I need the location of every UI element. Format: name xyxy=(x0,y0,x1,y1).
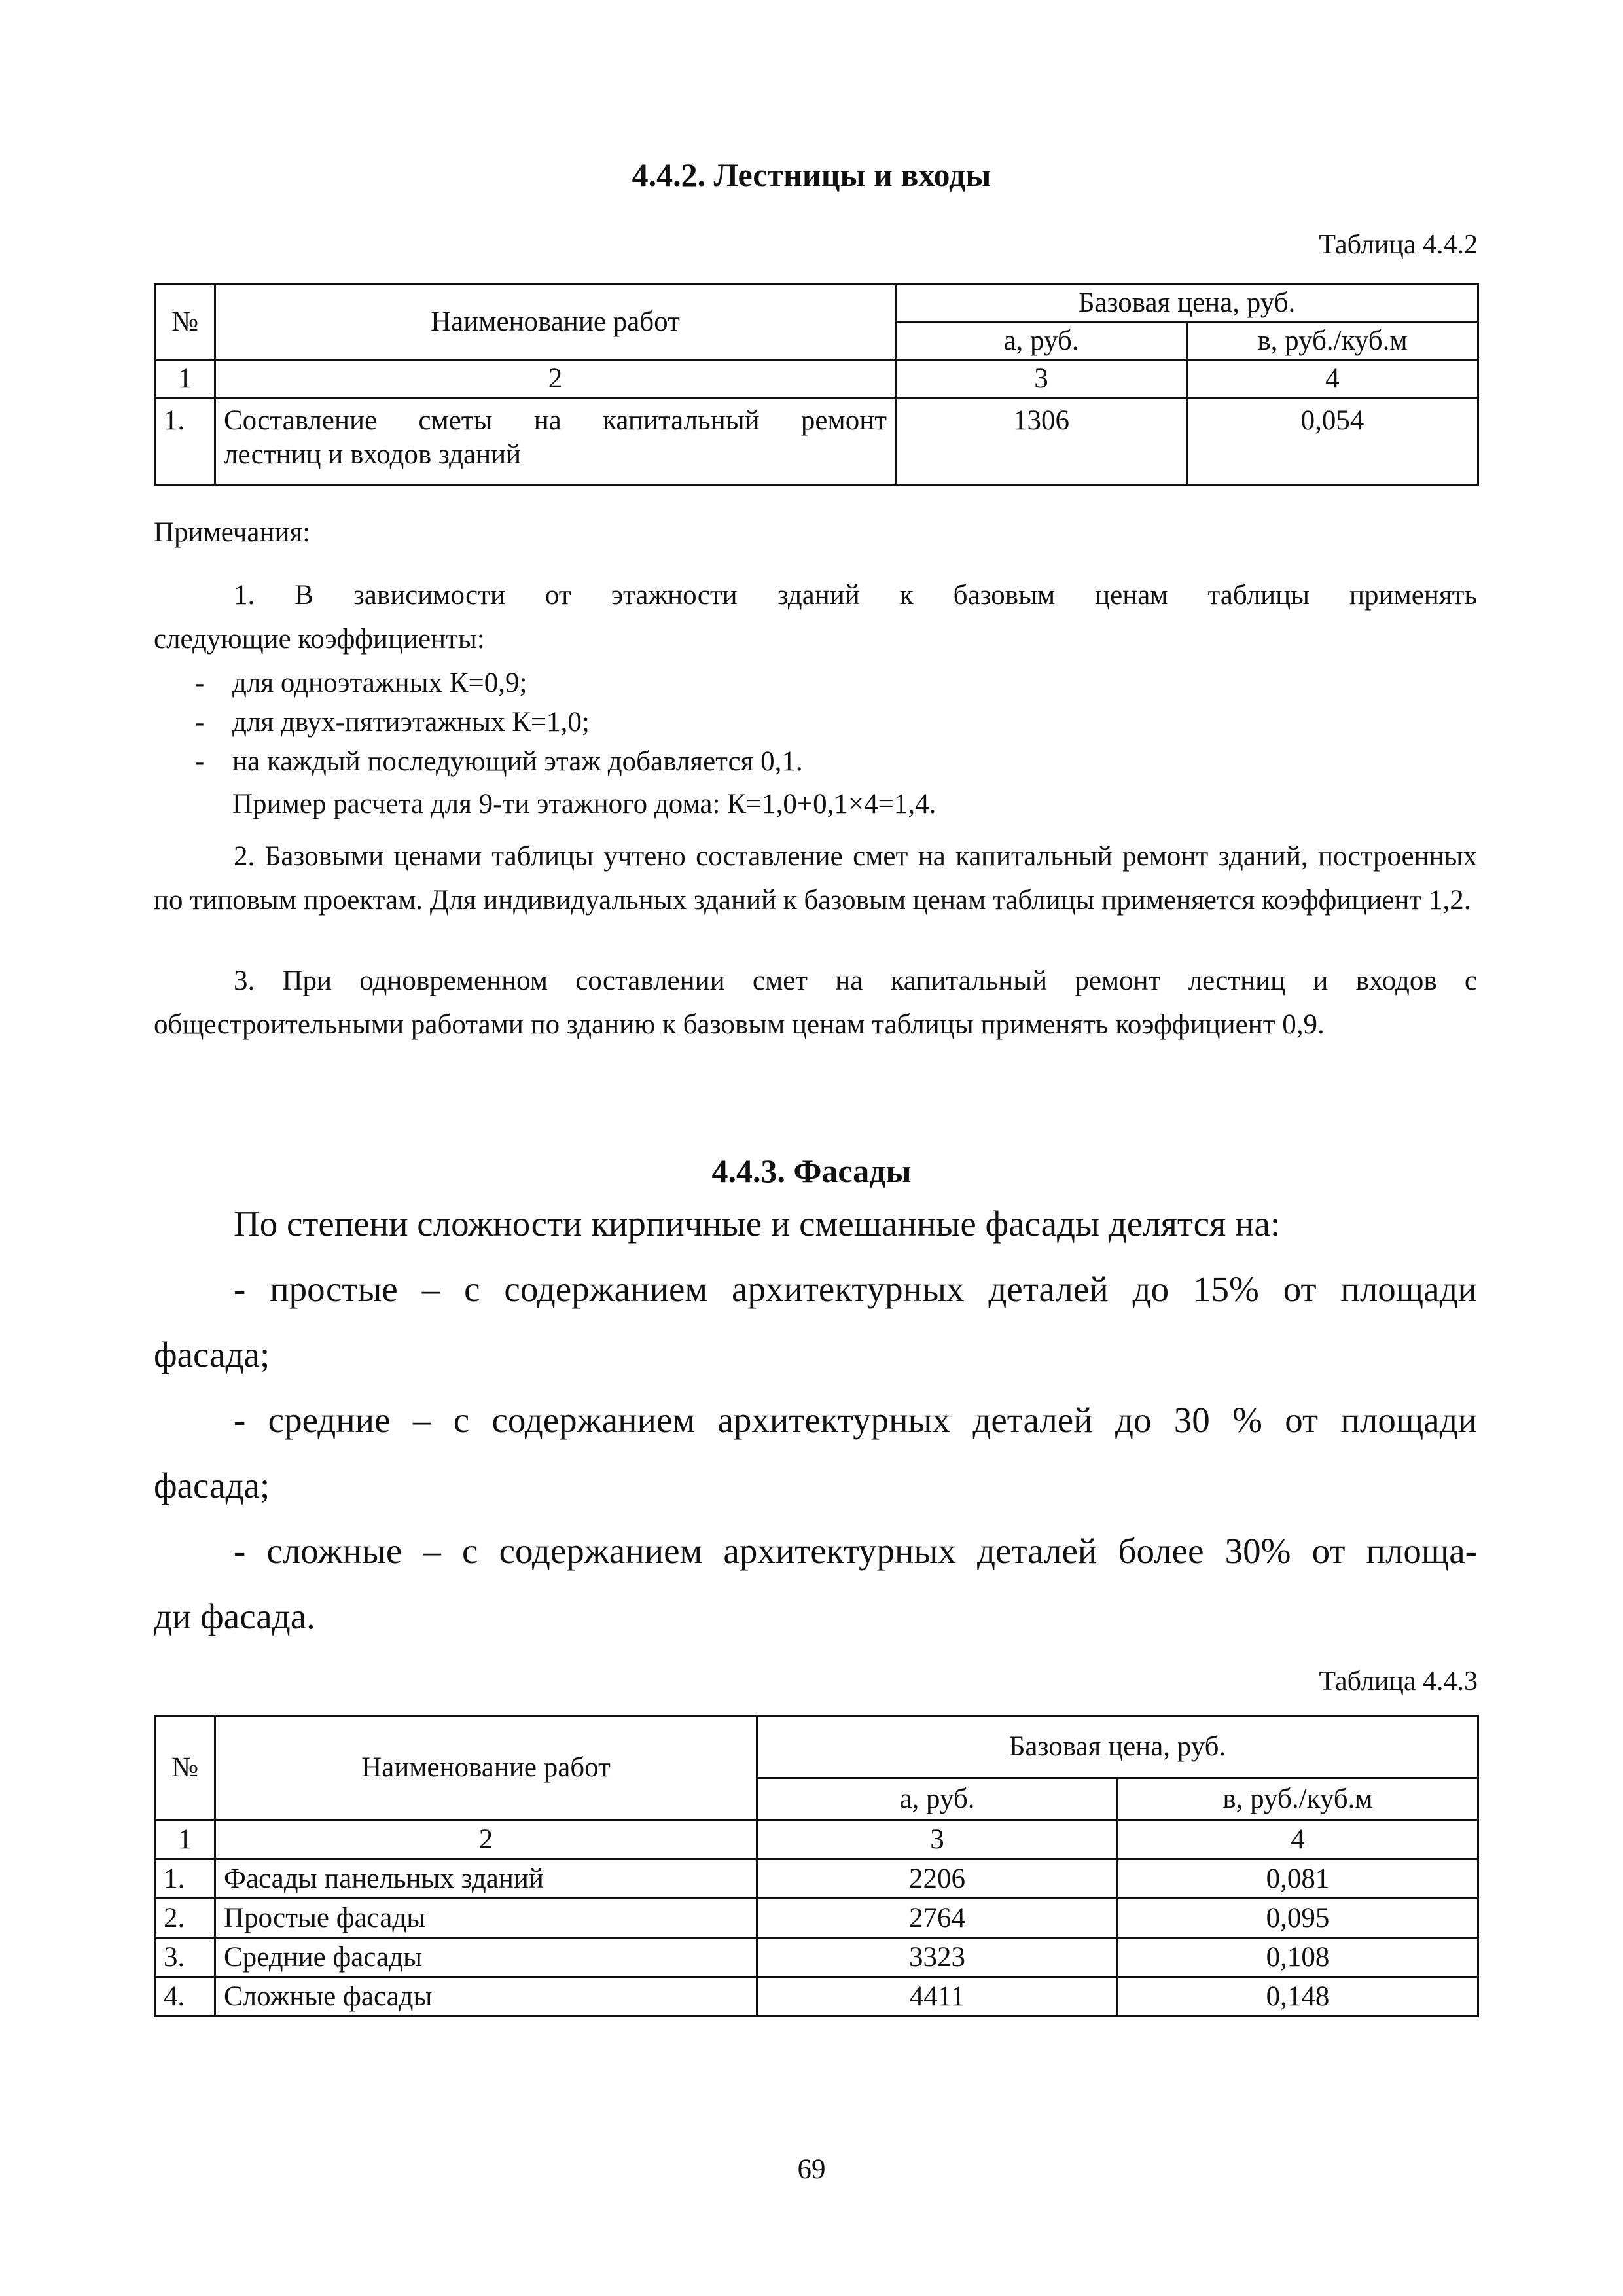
calculation-example: Пример расчета для 9-ти этажного дома: К=1,0+0,1×4=1,4. xyxy=(232,789,936,819)
index-cell: 2 xyxy=(215,360,896,398)
header-cell-price: Базовая цена, руб. xyxy=(896,284,1478,322)
row-name: Простые фасады xyxy=(215,1899,757,1938)
note-1-line-1: 1. В зависимости от этажности зданий к базовым ценам таблицы применять xyxy=(234,580,1477,611)
note-1-line-2: следующие коэффициенты: xyxy=(154,624,485,655)
index-cell: 1 xyxy=(155,1820,215,1859)
index-cell: 2 xyxy=(215,1820,757,1859)
index-cell: 3 xyxy=(896,360,1187,398)
row-price-a: 2206 xyxy=(757,1859,1118,1899)
facades-intro: По степени сложности кирпичные и смешанные фасады делятся на: xyxy=(234,1204,1281,1244)
coefficient-text: для двух-пятиэтажных К=1,0; xyxy=(232,707,590,738)
table-row xyxy=(155,1859,1478,1899)
row-name xyxy=(215,398,896,485)
row-price-a: 1306 xyxy=(896,398,1187,485)
facade-type-complex-cont: ди фасада. xyxy=(154,1596,315,1636)
header-cell-a: а, руб. xyxy=(896,322,1187,360)
header-cell-price: Базовая цена, руб. xyxy=(757,1716,1478,1778)
dash-marker: - xyxy=(195,707,205,738)
table-index-row xyxy=(155,360,1478,398)
coefficient-item xyxy=(195,700,590,744)
row-price-b: 0,054 xyxy=(1187,398,1478,485)
facade-type-simple: - простые – с содержанием архитектурных деталей до 15% от площади xyxy=(234,1269,1477,1309)
index-cell: 4 xyxy=(1187,360,1478,398)
header-cell-name: Наименование работ xyxy=(215,284,896,360)
coefficient-text: для одноэтажных К=0,9; xyxy=(232,668,527,698)
dash-marker: - xyxy=(195,668,205,698)
index-cell: 3 xyxy=(757,1820,1118,1859)
index-cell: 1 xyxy=(155,360,215,398)
facade-type-medium: - средние – с содержанием архитектурных деталей до 30 % от площади xyxy=(234,1400,1477,1440)
row-price-b: 0,095 xyxy=(1118,1899,1478,1938)
facade-type-medium-cont: фасада; xyxy=(154,1465,270,1505)
row-num: 1. xyxy=(155,398,215,485)
table-row xyxy=(155,1977,1478,2017)
row-name-line: лестниц и входов зданий xyxy=(224,439,522,470)
coefficient-text: на каждый последующий этаж добавляется 0,1. xyxy=(232,746,803,777)
header-cell-b: в, руб./куб.м xyxy=(1187,322,1478,360)
row-name-line: Составление сметы на капитальный ремонт xyxy=(224,405,887,436)
section-heading-stairs: 4.4.2. Лестницы и входы xyxy=(632,156,991,193)
header-cell-num: № xyxy=(155,1716,215,1820)
note-3: 3. При одновременном составлении смет на капитальный ремонт лестниц и входов с общестроительными работами по зданию к базовым ценам таблицы применять коэффициент 0,9. xyxy=(154,965,1477,1040)
table-row xyxy=(155,1938,1478,1977)
header-cell-name: Наименование работ xyxy=(215,1716,757,1820)
price-table-facades xyxy=(154,1715,1479,2017)
row-num: 1. xyxy=(155,1859,215,1899)
row-price-a: 3323 xyxy=(757,1938,1118,1977)
header-cell-num: № xyxy=(155,284,215,360)
facade-type-complex: - сложные – с содержанием архитектурных деталей более 30% от площа- xyxy=(234,1531,1477,1571)
notes-title: Примечания: xyxy=(154,517,311,548)
row-price-b: 0,148 xyxy=(1118,1977,1478,2017)
index-cell: 4 xyxy=(1118,1820,1478,1859)
table-label: Таблица 4.4.3 xyxy=(1319,1666,1478,1696)
page-number: 69 xyxy=(797,2154,826,2185)
table-row xyxy=(155,398,1478,485)
row-num: 3. xyxy=(155,1938,215,1977)
row-name: Средние фасады xyxy=(215,1938,757,1977)
section-heading-facades: 4.4.3. Фасады xyxy=(711,1153,912,1189)
row-num: 2. xyxy=(155,1899,215,1938)
row-price-b: 0,108 xyxy=(1118,1938,1478,1977)
price-table-stairs xyxy=(154,283,1479,486)
row-price-a: 2764 xyxy=(757,1899,1118,1938)
row-name: Сложные фасады xyxy=(215,1977,757,2017)
table-label: Таблица 4.4.2 xyxy=(1319,230,1478,260)
table-index-row xyxy=(155,1820,1478,1859)
row-name: Фасады панельных зданий xyxy=(215,1859,757,1899)
row-price-b: 0,081 xyxy=(1118,1859,1478,1899)
facade-type-simple-cont: фасада; xyxy=(154,1335,270,1374)
dash-marker: - xyxy=(195,746,205,777)
coefficient-item xyxy=(195,740,803,783)
note-2: 2. Базовыми ценами таблицы учтено составление смет на капитальный ремонт зданий, построенных по типовым проектам. Для индивидуальных зданий к базовым ценам таблицы применяется коэффициент 1,2. xyxy=(154,841,1477,916)
row-num: 4. xyxy=(155,1977,215,2017)
header-cell-a: а, руб. xyxy=(757,1778,1118,1820)
row-price-a: 4411 xyxy=(757,1977,1118,2017)
coefficient-item xyxy=(195,661,527,705)
table-row xyxy=(155,1899,1478,1938)
header-cell-b: в, руб./куб.м xyxy=(1118,1778,1478,1820)
